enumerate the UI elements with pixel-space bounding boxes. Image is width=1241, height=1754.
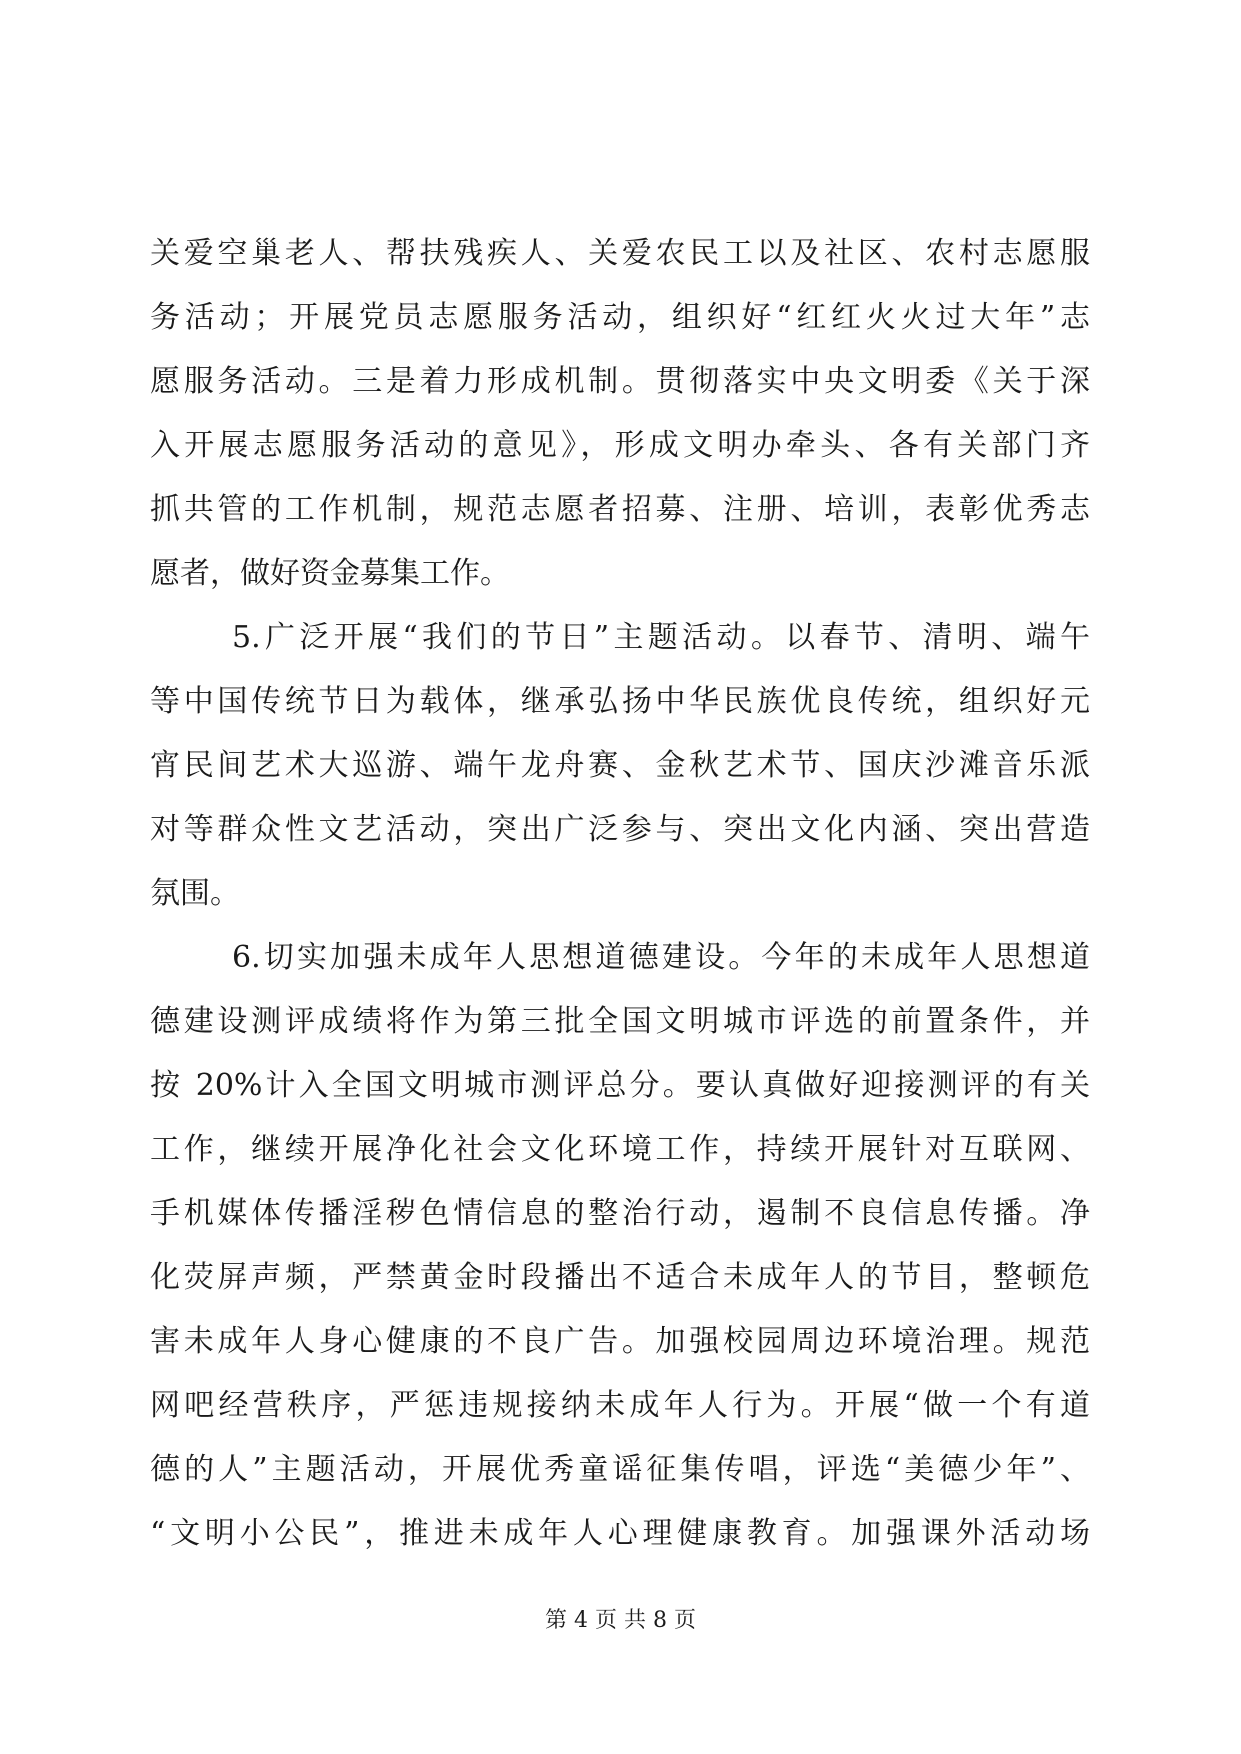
document-body xyxy=(150,222,1090,1566)
text-line: 德的人”主题活动，开展优秀童谣征集传唱，评选“美德少年”、 xyxy=(150,1452,1090,1487)
text-line: “文明小公民”，推进未成年人心理健康教育。加强课外活动场 xyxy=(150,1516,1090,1551)
paragraph-volunteer-services xyxy=(150,222,1090,606)
text-line: 氛围。 xyxy=(150,876,240,911)
text-line: 5.广泛开展“我们的节日”主题活动。以春节、清明、端午 xyxy=(232,620,1090,655)
text-line: 工作，继续开展净化社会文化环境工作，持续开展针对互联网、 xyxy=(150,1132,1090,1167)
text-line: 化荧屏声频，严禁黄金时段播出不适合未成年人的节目，整顿危 xyxy=(150,1260,1090,1295)
text-line: 等中国传统节日为载体，继承弘扬中华民族优良传统，组织好元 xyxy=(150,684,1090,719)
text-line: 愿者，做好资金募集工作。 xyxy=(150,556,510,591)
paragraph-minors-moral-education xyxy=(150,926,1090,1566)
text-line: 务活动；开展党员志愿服务活动，组织好“红红火火过大年”志 xyxy=(150,300,1090,335)
text-line: 按 20%计入全国文明城市测评总分。要认真做好迎接测评的有关 xyxy=(150,1068,1090,1103)
text-line: 对等群众性文艺活动，突出广泛参与、突出文化内涵、突出营造 xyxy=(150,812,1090,847)
text-line: 6.切实加强未成年人思想道德建设。今年的未成年人思想道 xyxy=(232,940,1090,975)
text-line: 宵民间艺术大巡游、端午龙舟赛、金秋艺术节、国庆沙滩音乐派 xyxy=(150,748,1090,783)
text-line: 入开展志愿服务活动的意见》，形成文明办牵头、各有关部门齐 xyxy=(150,428,1090,463)
paragraph-our-festivals xyxy=(150,606,1090,926)
text-line: 愿服务活动。三是着力形成机制。贯彻落实中央文明委《关于深 xyxy=(150,364,1090,399)
text-line: 害未成年人身心健康的不良广告。加强校园周边环境治理。规范 xyxy=(150,1324,1090,1359)
text-line: 德建设测评成绩将作为第三批全国文明城市评选的前置条件，并 xyxy=(150,1004,1090,1039)
text-line: 网吧经营秩序，严惩违规接纳未成年人行为。开展“做一个有道 xyxy=(150,1388,1090,1423)
page-number-footer: 第 4 页 共 8 页 xyxy=(545,1608,696,1633)
text-line: 关爱空巢老人、帮扶残疾人、关爱农民工以及社区、农村志愿服 xyxy=(150,236,1090,271)
text-line: 抓共管的工作机制，规范志愿者招募、注册、培训，表彰优秀志 xyxy=(150,492,1090,527)
text-line: 手机媒体传播淫秽色情信息的整治行动，遏制不良信息传播。净 xyxy=(150,1196,1090,1231)
